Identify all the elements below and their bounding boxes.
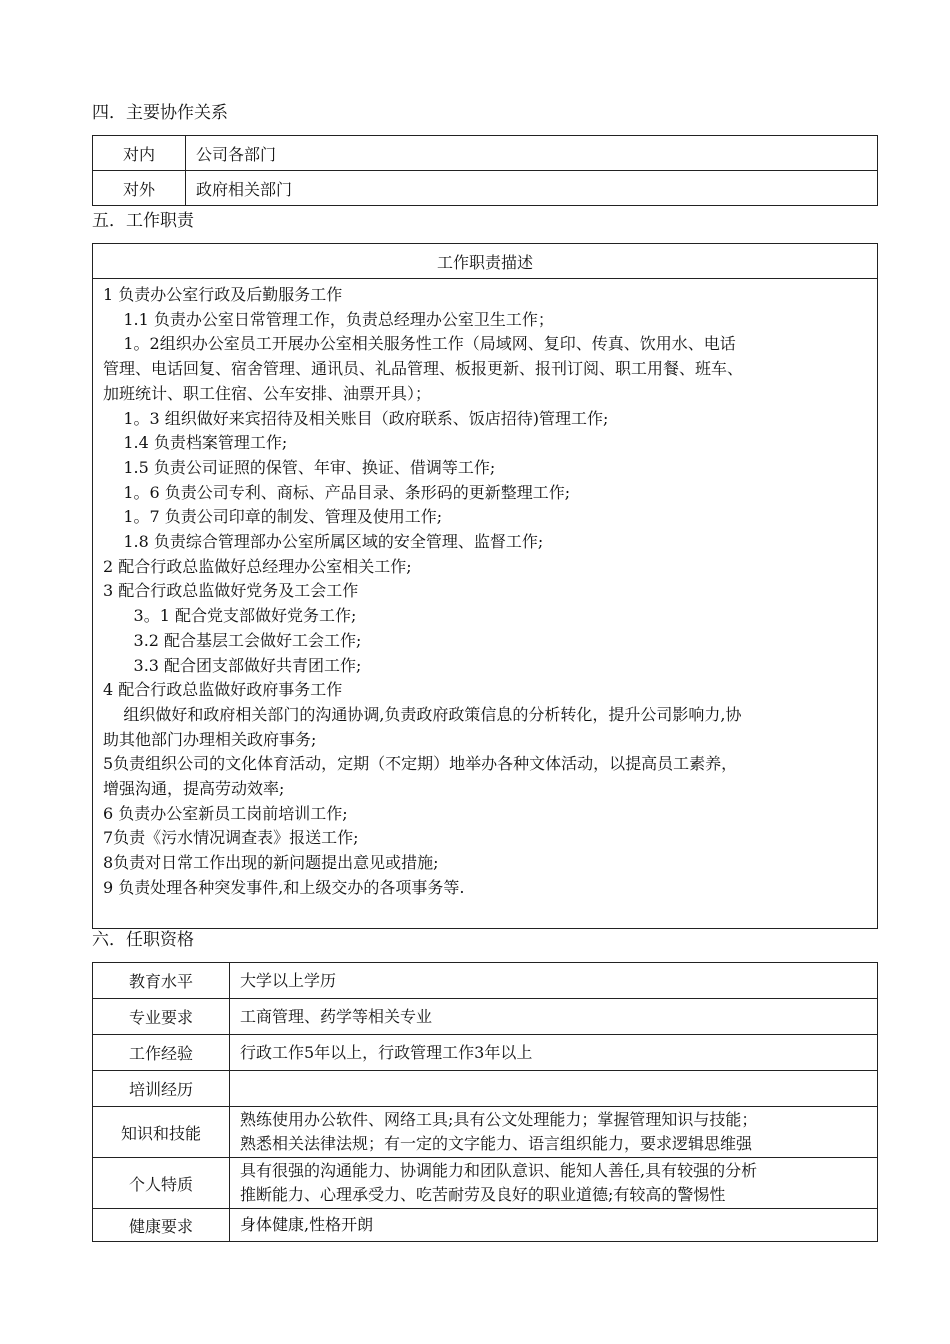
- qualification-table: [92, 962, 878, 1242]
- duty-line: 助其他部门办理相关政府事务;: [103, 729, 317, 749]
- cooperation-external-label: 对外: [93, 171, 186, 206]
- duty-line: 1.5 负责公司证照的保管、年审、换证、借调等工作;: [103, 457, 496, 477]
- duty-line: 3.2 配合基层工会做好工会工作;: [103, 630, 362, 650]
- duty-line: 1.4 负责档案管理工作;: [103, 433, 288, 453]
- experience-label: 工作经验: [93, 1035, 230, 1071]
- section4-heading: 四．主要协作关系: [92, 103, 228, 123]
- skills-value: [230, 1107, 878, 1158]
- cooperation-internal-value: 公司各部门: [186, 136, 878, 171]
- table-row: [93, 136, 878, 171]
- table-row: [93, 244, 878, 279]
- cooperation-external-value: 政府相关部门: [186, 171, 878, 206]
- table-row: [93, 1158, 878, 1209]
- training-value: [230, 1071, 878, 1107]
- duty-line: 1。7 负责公司印章的制发、管理及使用工作;: [103, 507, 443, 527]
- education-value: [230, 963, 878, 999]
- table-row: [93, 999, 878, 1035]
- duty-line: 1.1 负责办公室日常管理工作，负责总经理办公室卫生工作；: [103, 309, 554, 329]
- table-row: [93, 171, 878, 206]
- duty-line: 4 配合行政总监做好政府事务工作: [103, 680, 343, 700]
- duty-line: 2 配合行政总监做好总经理办公室相关工作;: [103, 556, 412, 576]
- duty-line: 9 负责处理各种突发事件,和上级交办的各项事务等.: [103, 877, 465, 897]
- duty-line: 组织做好和政府相关部门的沟通协调,负责政府政策信息的分析转化，提升公司影响力,协: [103, 704, 742, 724]
- traits-label: 个人特质: [93, 1158, 230, 1209]
- cooperation-table: [92, 135, 878, 206]
- traits-value-line-2: 推断能力、心理承受力、吃苦耐劳及良好的职业道德;有较高的警惕性: [240, 1185, 726, 1204]
- duty-line: 3 配合行政总监做好党务及工会工作: [103, 581, 359, 601]
- duty-line: 增强沟通，提高劳动效率;: [103, 779, 285, 799]
- table-row: [93, 1209, 878, 1242]
- skills-value-line-2: 熟悉相关法律法规；有一定的文字能力、语言组织能力，要求逻辑思维强: [240, 1134, 753, 1153]
- education-value-line: 大学以上学历: [240, 970, 337, 990]
- table-row: [93, 1107, 878, 1158]
- training-label: 培训经历: [93, 1071, 230, 1107]
- major-label: 专业要求: [93, 999, 230, 1035]
- skills-value-line-1: 熟练使用办公软件、网络工具;具有公文处理能力；掌握管理知识与技能；: [240, 1110, 758, 1129]
- table-row: [93, 279, 878, 929]
- duty-line: 7负责《污水情况调查表》报送工作;: [103, 828, 359, 848]
- duty-line: 3。1 配合党支部做好党务工作;: [103, 606, 357, 626]
- traits-value-line-1: 具有很强的沟通能力、协调能力和团队意识、能知人善任,具有较强的分析: [240, 1161, 758, 1180]
- traits-value: [230, 1158, 878, 1209]
- duty-table-header: 工作职责描述: [93, 244, 878, 279]
- duty-line: 1。6 负责公司专利、商标、产品目录、条形码的更新整理工作;: [103, 482, 571, 502]
- duty-list: [103, 283, 867, 901]
- major-value: [230, 999, 878, 1035]
- duty-line: 5负责组织公司的文化体育活动，定期（不定期）地举办各种文体活动，以提高员工素养，: [103, 754, 738, 774]
- table-row: [93, 963, 878, 999]
- health-value: [230, 1209, 878, 1242]
- major-value-line: 工商管理、药学等相关专业: [240, 1006, 433, 1026]
- duty-line: 1。3 组织做好来宾招待及相关账目（政府联系、饭店招待)管理工作;: [103, 408, 609, 428]
- duty-line: 管理、电话回复、宿舍管理、通讯员、礼品管理、板报更新、报刊订阅、职工用餐、班车、: [103, 359, 744, 379]
- section5-heading: 五．工作职责: [92, 211, 194, 231]
- duty-line: 6 负责办公室新员工岗前培训工作;: [103, 803, 348, 823]
- table-row: [93, 1035, 878, 1071]
- duty-line: 1。2组织办公室员工开展办公室相关服务性工作（局域网、复印、传真、饮用水、电话: [103, 334, 736, 354]
- experience-value-line: 行政工作5年以上，行政管理工作3年以上: [240, 1042, 533, 1062]
- health-label: 健康要求: [93, 1209, 230, 1242]
- duty-table: [92, 243, 878, 929]
- table-row: [93, 1071, 878, 1107]
- education-label: 教育水平: [93, 963, 230, 999]
- health-value-line: 身体健康,性格开朗: [240, 1215, 374, 1234]
- experience-value: [230, 1035, 878, 1071]
- duty-line: 加班统计、职工住宿、公车安排、油票开具）；: [103, 383, 432, 403]
- duty-line: 3.3 配合团支部做好共青团工作;: [103, 655, 362, 675]
- duty-line: 1.8 负责综合管理部办公室所属区域的安全管理、监督工作;: [103, 532, 544, 552]
- duty-description-cell: [93, 279, 878, 929]
- duty-line: 1 负责办公室行政及后勤服务工作: [103, 285, 343, 304]
- section6-heading: 六．任职资格: [92, 930, 194, 950]
- skills-label: 知识和技能: [93, 1107, 230, 1158]
- cooperation-internal-label: 对内: [93, 136, 186, 171]
- duty-line: 8负责对日常工作出现的新问题提出意见或措施;: [103, 853, 439, 873]
